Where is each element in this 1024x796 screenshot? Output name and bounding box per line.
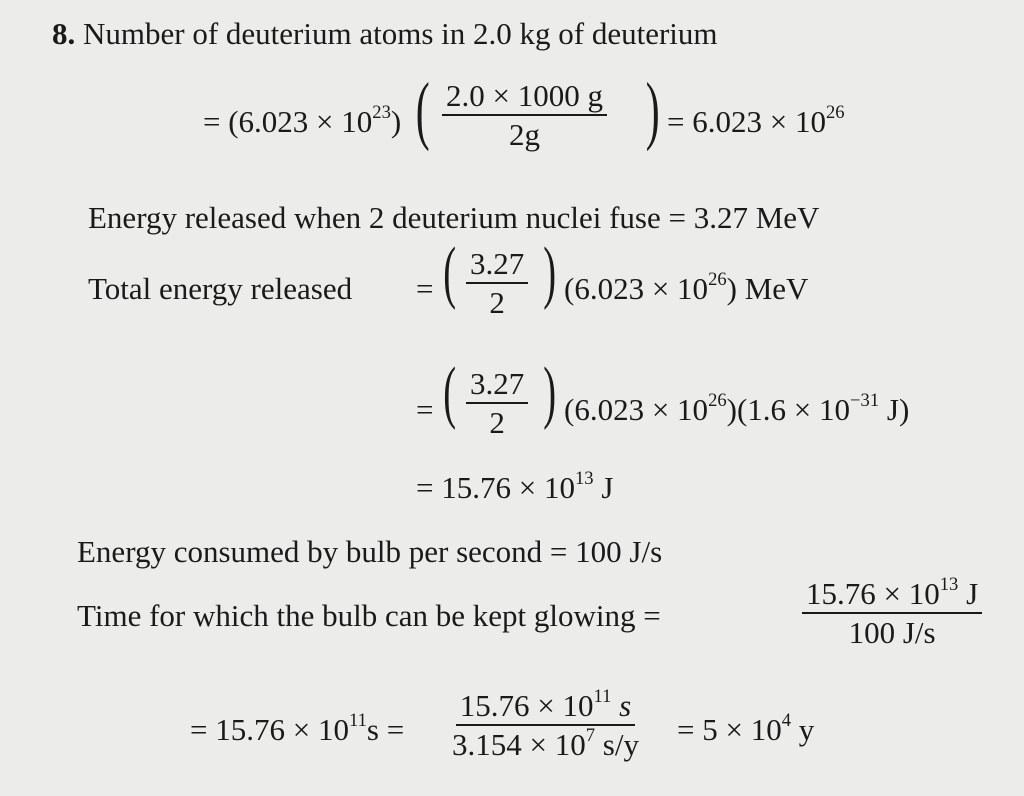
time-label: Time for which the bulb can be kept glowing = [77, 598, 661, 633]
te-left-paren: ( [443, 234, 457, 311]
final-rhs: = $5 \times 10^4$ y [677, 710, 815, 747]
total-energy-label: Total energy released [88, 271, 353, 306]
total-energy2-eq: = [416, 392, 434, 427]
eq1-fraction: $\frac{2.0 \times 1000 g}{2g}$ [442, 80, 607, 150]
te2-left-paren: ( [443, 354, 457, 431]
time-fraction: $\frac{15.76 \times 10^{13} J}{100 J/s}$ [802, 578, 982, 648]
final-fraction: $\frac{15.76 \times 10^{11} s}{3.154 \times 10^7 s/y}$ [452, 686, 639, 762]
eq1-right-paren: ) [645, 68, 660, 152]
total-energy-result: = $15.76 \times 10^{13}$ J [416, 468, 614, 505]
final-lhs: = $15.76 \times 10^{11}s$ = [190, 710, 405, 747]
total-energy2-fraction: $\frac{3.27}{2}$ [466, 368, 528, 438]
te-right-paren: ) [543, 234, 557, 311]
total-energy2-tail: $(6.023 \times 10^{26})(1.6 \times 10^{-31}$ J) [564, 390, 910, 427]
total-energy-fraction: $\frac{3.27}{2}$ [466, 248, 528, 318]
energy-fuse-line: Energy released when 2 deuterium nuclei fuse = 3.27 MeV [88, 200, 820, 235]
eq1-lhs: = $(6.023 \times 10^{23})$ [203, 102, 402, 139]
eq1-rhs: = $6.023 \times 10^{26}$ [667, 102, 845, 139]
te2-right-paren: ) [543, 354, 557, 431]
problem-heading [52, 18, 718, 49]
bulb-consumption-line: Energy consumed by bulb per second = 100 J/s [77, 534, 663, 569]
heading-text: Number of deuterium atoms in 2.0 kg of deuterium [83, 16, 718, 51]
total-energy-eq: = [416, 271, 434, 306]
total-energy-tail: $(6.023 \times 10^{26})$ MeV [564, 269, 809, 306]
problem-number: 8. [52, 16, 76, 51]
eq1-left-paren: ( [415, 68, 430, 152]
